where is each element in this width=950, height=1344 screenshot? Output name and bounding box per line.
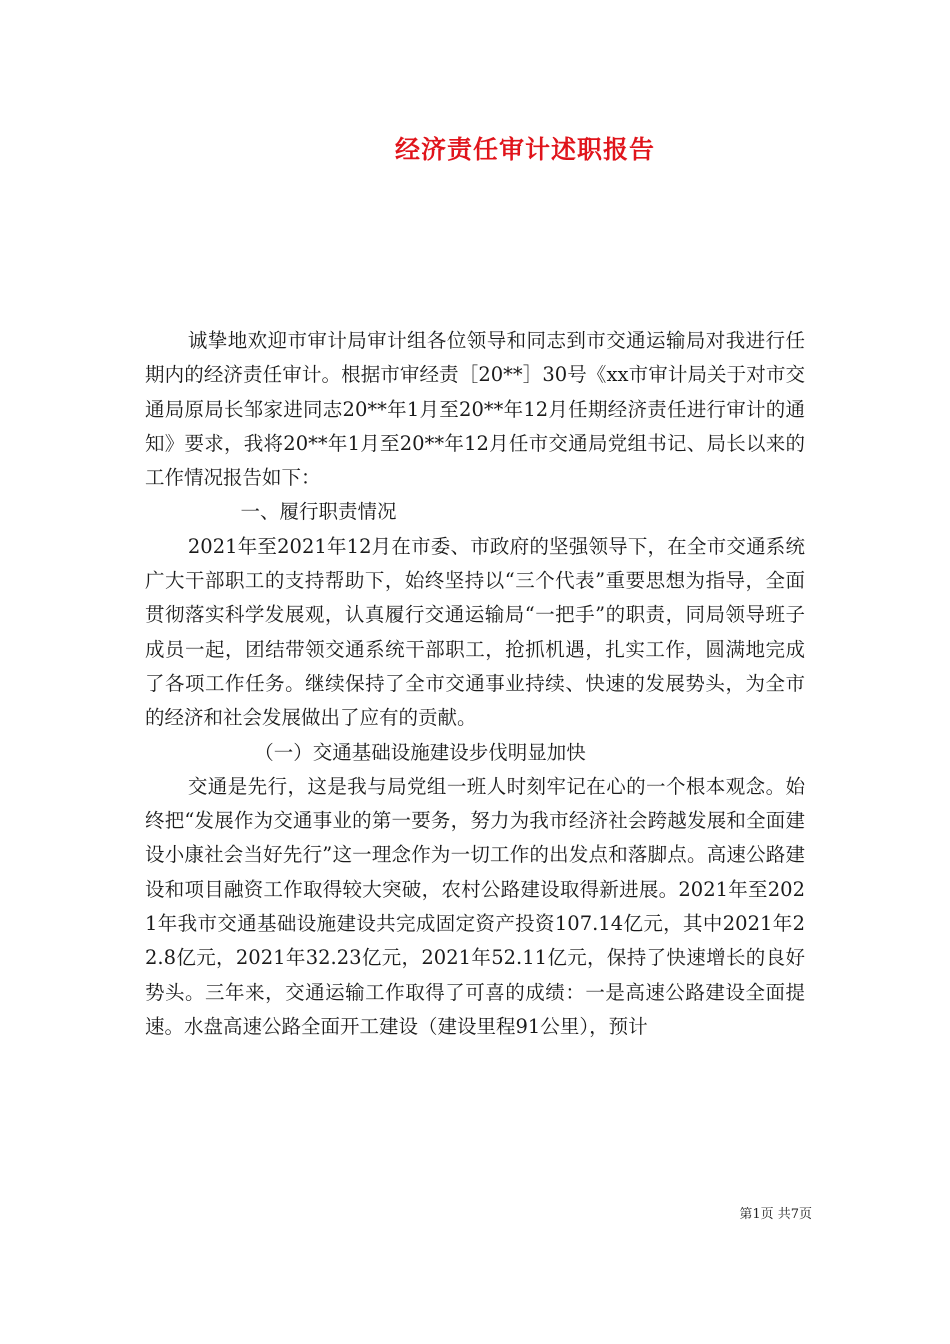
paragraph-intro: 诚挚地欢迎市审计局审计组各位领导和同志到市交通运输局对我进行任期内的经济责任审计。根据市审经责［20**］30号《xx市审计局关于对市交通局原局长邹家进同志20**年1月至20**年12月任期经济责任进行审计的通知》要求，我将20**年1月至20**年12月任市交通局党组书记、局长以来的工作情况报告如下： xyxy=(145,329,805,490)
page-number: 第1页 共7页 xyxy=(739,1207,812,1222)
document-title: 经济责任审计述职报告 xyxy=(394,135,655,164)
paragraph-duties: 2021年至2021年12月在市委、市政府的坚强领导下，在全市交通系统广大干部职工的支持帮助下，始终坚持以“三个代表”重要思想为指导，全面贯彻落实科学发展观，认真履行交通运输局“一把手”的职责，同局领导班子成员一起，团结带领交通系统干部职工，抢抓机遇，扎实工作，圆满地完成了各项工作任务。继续保持了全市交通事业持续、快速的发展势头，为全市的经济和社会发展做出了应有的贡献。 xyxy=(145,534,805,730)
section-heading: 一、履行职责情况 xyxy=(240,500,397,524)
subsection-heading: （一）交通基础设施建设步伐明显加快 xyxy=(254,740,586,764)
paragraph-infrastructure: 交通是先行，这是我与局党组一班人时刻牢记在心的一个根本观念。始终把“发展作为交通事业的第一要务，努力为我市经济社会跨越发展和全面建设小康社会当好先行”这一理念作为一切工作的出发点和落脚点。高速公路建设和项目融资工作取得较大突破，农村公路建设取得新进展。2021年至2021年我市交通基础设施建设共完成固定资产投资107.14亿元，其中2021年22.8亿元，2021年32.23亿元，2021年52.11亿元，保持了快速增长的良好势头。三年来，交通运输工作取得了可喜的成绩：一是高速公路建设全面提速。水盘高速公路全面开工建设（建设里程91公里），预计 xyxy=(145,774,805,1038)
document-body xyxy=(145,324,805,1044)
